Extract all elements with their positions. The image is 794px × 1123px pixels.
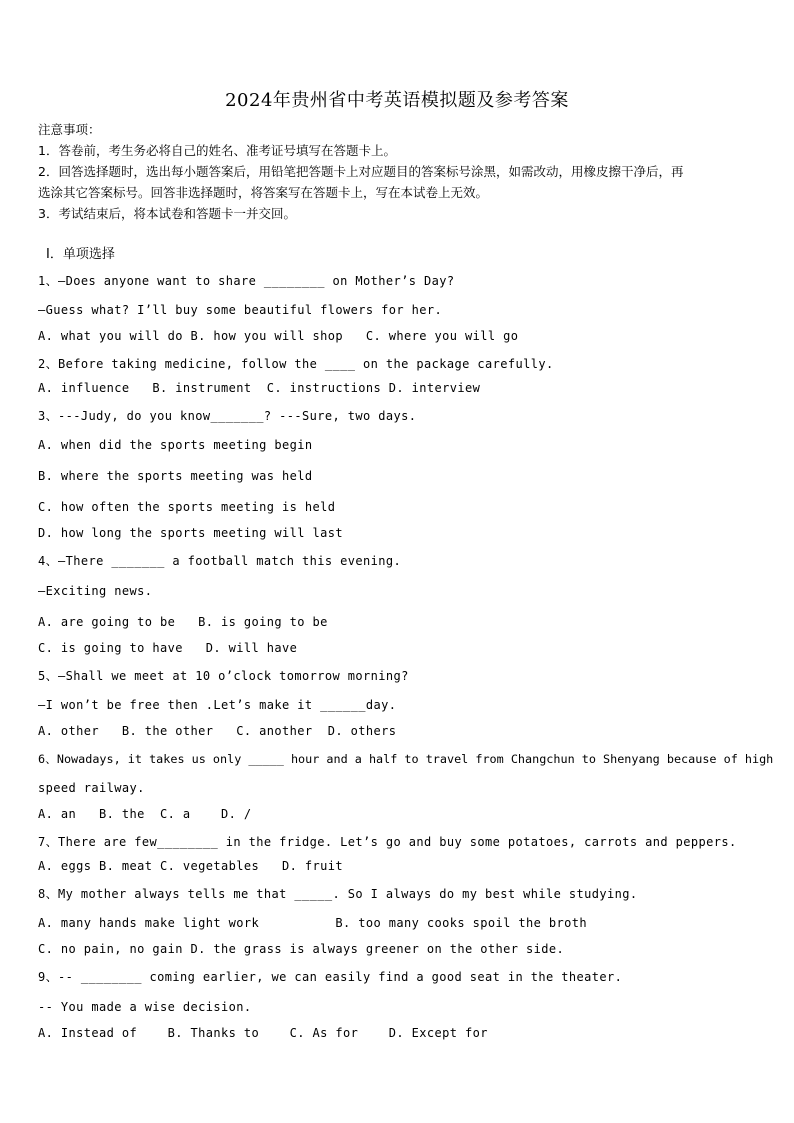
notice-item-2-line-2: 选涂其它答案标号。回答非选择题时，将答案写在答题卡上，写在本试卷上无效。: [38, 185, 489, 200]
question-1-stem: 1、—Does anyone want to share ________ on Mother’s Day?: [38, 274, 455, 288]
page-title: 2024年贵州省中考英语模拟题及参考答案: [225, 90, 569, 111]
question-4-stem: 4、—There _______ a football match this evening.: [38, 554, 402, 568]
question-3-option-a: A. when did the sports meeting begin: [38, 438, 313, 452]
question-9-reply: -- You made a wise decision.: [38, 1000, 252, 1014]
question-3-option-d: D. how long the sports meeting will last: [38, 526, 343, 540]
question-9-options: A. Instead of B. Thanks to C. As for D. Except for: [38, 1026, 488, 1040]
notice-block: [38, 119, 768, 224]
question-8-stem: 8、My mother always tells me that _____. So I always do my best while studying.: [38, 887, 638, 901]
question-6-options: A. an B. the C. a D. /: [38, 807, 252, 821]
notice-item-3: 3．考试结束后，将本试卷和答题卡一并交回。: [38, 206, 296, 221]
question-8-options-ab: A. many hands make light work B. too many cooks spoil the broth: [38, 916, 587, 930]
question-4-reply: —Exciting news.: [38, 584, 153, 598]
question-2-stem: 2、Before taking medicine, follow the ____ on the package carefully.: [38, 357, 554, 371]
question-3-option-c: C. how often the sports meeting is held: [38, 500, 336, 514]
question-6-stem: 6、Nowadays, it takes us only _____ hour and a half to travel from Changchun to Shenyang because of high: [38, 752, 774, 766]
question-7-options: A. eggs B. meat C. vegetables D. fruit: [38, 859, 343, 873]
notice-item-2-line-1: 2．回答选择题时，选出每小题答案后，用铅笔把答题卡上对应题目的答案标号涂黑，如需改动，用橡皮擦干净后，再: [38, 164, 684, 179]
question-6-stem-continued: speed railway.: [38, 781, 145, 795]
question-5-reply: —I won’t be free then .Let’s make it ______day.: [38, 698, 397, 712]
section-heading: Ⅰ．单项选择: [46, 247, 115, 262]
question-8-options-cd: C. no pain, no gain D. the grass is always greener on the other side.: [38, 942, 565, 956]
notice-item-1: 1．答卷前，考生务必将自己的姓名、准考证号填写在答题卡上。: [38, 143, 396, 158]
question-1-options: A. what you will do B. how you will shop C. where you will go: [38, 329, 519, 343]
question-7-stem: 7、There are few________ in the fridge. Let’s go and buy some potatoes, carrots and peppers.: [38, 835, 737, 849]
question-2-options: A. influence B. instrument C. instructions D. interview: [38, 381, 481, 395]
question-4-options-cd: C. is going to have D. will have: [38, 641, 298, 655]
question-3-option-b: B. where the sports meeting was held: [38, 469, 313, 483]
question-5-options: A. other B. the other C. another D. others: [38, 724, 397, 738]
question-4-options-ab: A. are going to be B. is going to be: [38, 615, 328, 629]
question-1-reply: —Guess what? I’ll buy some beautiful flowers for her.: [38, 303, 443, 317]
question-5-stem: 5、—Shall we meet at 10 o’clock tomorrow morning?: [38, 669, 409, 683]
question-3-stem: 3、---Judy, do you know_______? ---Sure, two days.: [38, 409, 417, 423]
notice-heading: 注意事项：: [38, 122, 101, 137]
question-9-stem: 9、-- ________ coming earlier, we can easily find a good seat in the theater.: [38, 970, 623, 984]
